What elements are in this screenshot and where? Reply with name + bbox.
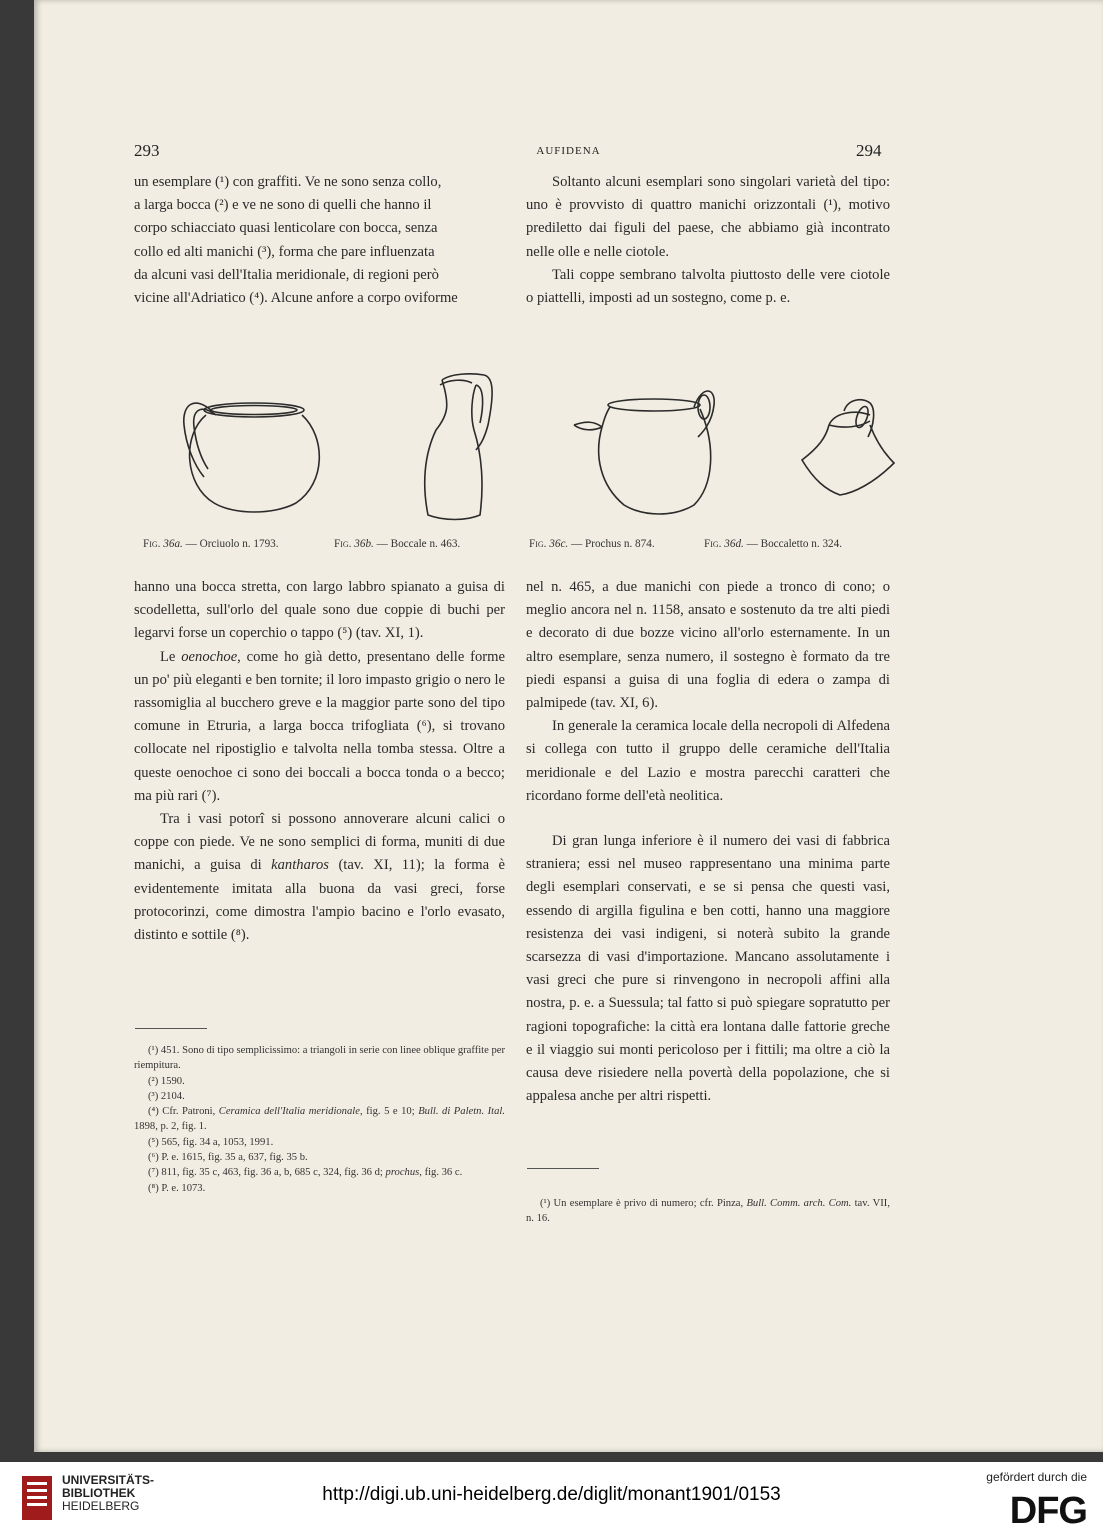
left-page-number: 293 (134, 141, 160, 160)
text-line: da alcuni vasi dell'Italia meridionale, di regioni però (134, 266, 439, 283)
prochus-drawing (574, 391, 714, 514)
paragraph: Tali coppe sembrano talvolta piuttosto delle vere ciotole o piattelli, imposti ad un sostegno, come p. e. (526, 266, 890, 307)
caption-fig-36a: Fig. 36a. — Orciuolo n. 1793. (143, 538, 279, 550)
boccaletto-drawing (802, 400, 894, 495)
text-line: vicine all'Adriatico (⁴). Alcune anfore a corpo oviforme (134, 290, 458, 307)
footnotes-right (526, 1196, 890, 1227)
bottom-left-column (134, 576, 505, 947)
text-line: un esemplare (¹) con graffiti. Ve ne sono senza collo, (134, 174, 442, 190)
top-right-column (526, 171, 890, 310)
text-line: corpo schiacciato quasi lenticolare con bocca, senza (134, 220, 438, 237)
caption-fig-36d: Fig. 36d. — Boccaletto n. 324. (704, 538, 843, 550)
footnote: (⁴) Cfr. Patroni, Ceramica dell'Italia meridionale, fig. 5 e 10; Bull. di Paletn. Ital. 1898, p. 2, fig. 1. (134, 1106, 506, 1133)
page-header (34, 141, 1103, 165)
footnote: (¹) Un esemplare è privo di numero; cfr. Pinza, Bull. Comm. arch. Com. tav. VII, n. 16. (526, 1198, 890, 1225)
boccale-drawing (425, 374, 492, 520)
running-title: AUFIDENA (536, 145, 601, 157)
dfg-logo: DFG (1009, 1490, 1087, 1532)
footnote-rule-left (135, 1028, 207, 1029)
paragraph: In generale la ceramica locale della necropoli di Alfedena si collega con tutto il gruppo delle ceramiche dell'Italia meridionale e del Lazio e mostra parecchi caratteri che ricordano forme dell'età neolitica. (526, 718, 890, 804)
caption-fig-36b: Fig. 36b. — Boccale n. 463. (334, 538, 461, 550)
orciuolo-drawing (184, 403, 320, 512)
permalink-url[interactable]: http://digi.ub.uni-heidelberg.de/diglit/monant1901/0153 (322, 1484, 781, 1505)
paragraph: Soltanto alcuni esemplari sono singolari varietà del tipo: uno è provvisto di quattro manichi orizzontali (¹), motivo prediletto dai figuli del paese, che abbiamo già incontrato nelle olle e nelle ciotole. (526, 174, 890, 260)
library-name: UNIVERSITÄTS- BIBLIOTHEK HEIDELBERG (62, 1473, 155, 1513)
paragraph: hanno una bocca stretta, con largo labbro spianato a guisa di scodelletta, sull'orlo del quale sono due coppie di buchi per legarvi forse un coperchio o tappo (⁵) (tav. XI, 1). (134, 579, 505, 642)
footnote: (¹) 451. Sono di tipo semplicissimo: a triangoli in serie con linee oblique graffite per riempitura. (134, 1045, 505, 1072)
footnotes-left (134, 1043, 505, 1196)
paper-sheet (34, 0, 1103, 1452)
footnote: (⁸) P. e. 1073. (148, 1182, 206, 1194)
text-line: collo ed alti manichi (³), forma che pare influenzata (134, 243, 435, 260)
footnote: (⁶) P. e. 1615, fig. 35 a, 637, fig. 35 b. (148, 1152, 308, 1164)
caption-fig-36c: Fig. 36c. — Prochus n. 874. (529, 538, 655, 550)
footnote-rule-right (527, 1168, 599, 1169)
footnote: (²) 1590. (148, 1075, 185, 1087)
viewer-footer (0, 1462, 1103, 1540)
footnote: (⁷) 811, fig. 35 c, 463, fig. 36 a, b, 685 c, 324, fig. 36 d; prochus, fig. 36 c. (148, 1167, 463, 1179)
footnote: (³) 2104. (148, 1090, 185, 1102)
vase-figures (154, 365, 914, 535)
footnote: (⁵) 565, fig. 34 a, 1053, 1991. (148, 1136, 274, 1148)
right-page-number: 294 (856, 141, 882, 160)
text-line: a larga bocca (²) e ve ne sono di quelli che hanno il (134, 197, 432, 214)
top-left-column (134, 171, 505, 310)
paragraph: Di gran lunga inferiore è il numero dei vasi di fabbrica straniera; essi nel museo rappresentano una minima parte degli esemplari conservati, e se si pensa che questi vasi, essendo di argilla figulina e ben cotti, hanno una maggiore resistenza dei vasi indigeni, si noterà subito la grande scarsezza di vasi d'importazione. Mancano assolutamente i vasi greci che pure si rinvengono in necropoli affini alla nostra, p. e. a Suessula; tal fatto si può spiegare sopratutto per ragioni topografiche: la città era lontana dalle fattorie greche e il viaggio sui monti pericoloso per i fittili; ma oltre a ciò la causa deve risiedere nella povertà della popolazione, che si appalesa anche per altri rispetti. (526, 833, 890, 1105)
paragraph: nel n. 465, a due manichi con piede a tronco di cono; o meglio ancora nel n. 1158, ansato e sostenuto da tre alti piedi e decorato di due bozze vicino all'orlo esternamente. In un altro esemplare, senza numero, il sostegno è formato da tre piedi espansi a guisa di una foglia di edera o zampa di palmipede (tav. XI, 6). (526, 579, 890, 712)
paragraph: Le oenochoe, come ho già detto, presentano delle forme un po' più eleganti e ben tornite; il loro impasto grigio o nero le rassomiglia al bucchero greve e la maggior parte sono del tipo comune in Etruria, a larga bocca trifogliata (⁶), si trovano collocate nel ripostiglio e talvolta nella tomba stessa. Oltre a queste oenochoe ci sono dei boccali a bocca tonda o a becco; ma più rari (⁷). (134, 648, 506, 804)
bottom-right-column (526, 576, 890, 1108)
funding-note: gefördert durch die (986, 1470, 1087, 1484)
paragraph: Tra i vasi potorî si possono annoverare alcuni calici o coppe con piede. Ve ne sono semplici di forma, muniti di due manichi, a guisa di kantharos (tav. XI, 11); la forma è evidentemente imitata alla buona da vasi greci, forse protocorinzi, come dimostra l'ampio bacino e l'orlo evasato, distinto e sottile (⁸). (134, 811, 505, 944)
